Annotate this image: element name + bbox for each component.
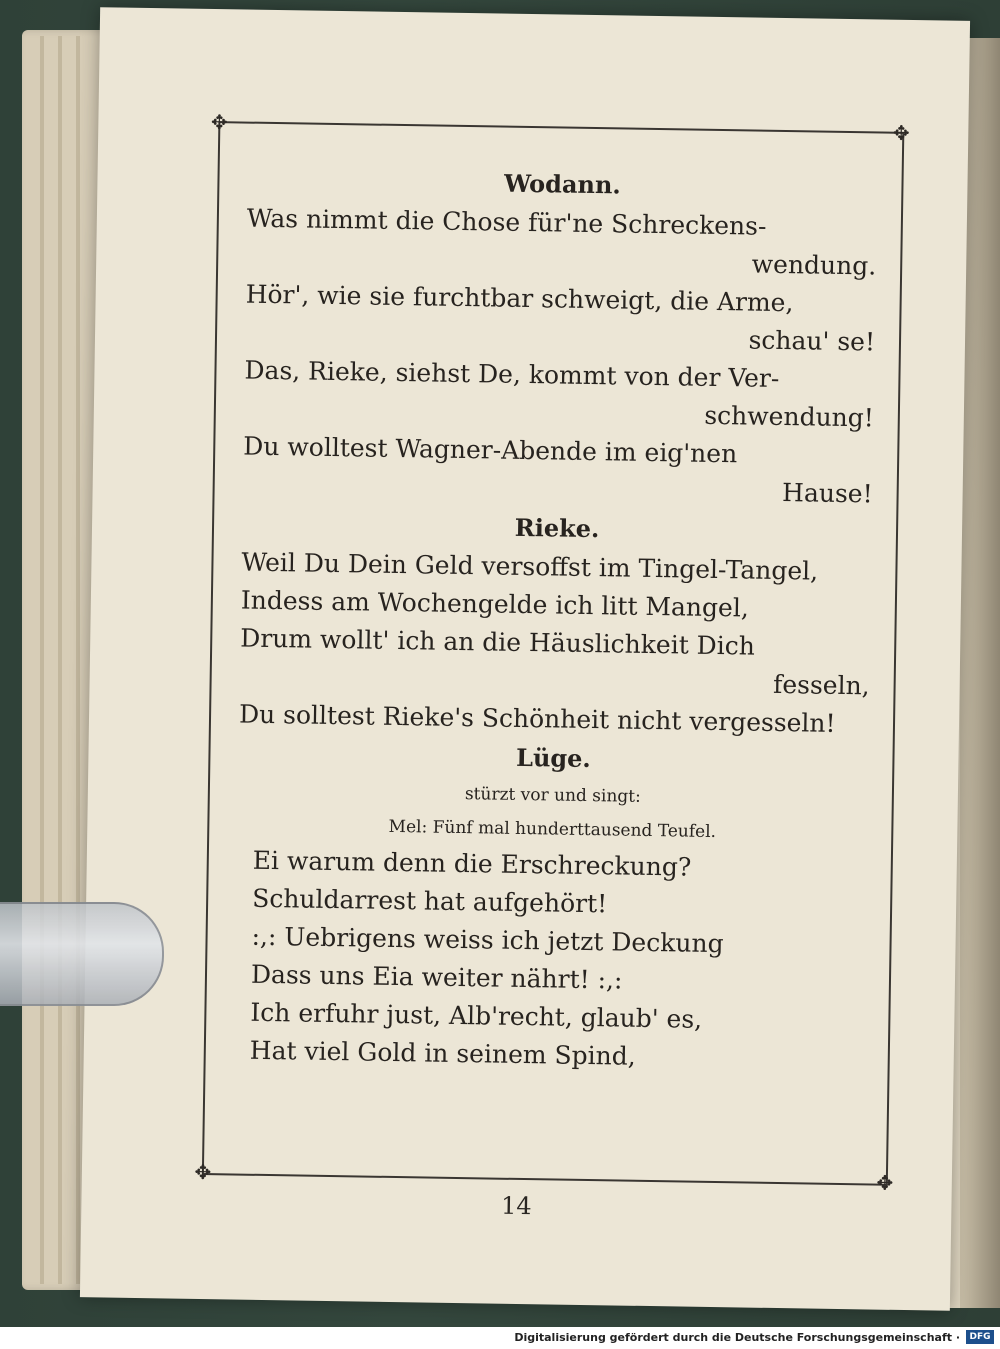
verse-line: wendung.	[751, 249, 877, 281]
verse-line: Weil Du Dein Geld versoffst im Tingel-Tangel,	[241, 547, 819, 586]
corner-ornament-icon: ✥	[194, 1159, 212, 1185]
verse-line: Dass uns Eia weiter nährt! :,:	[250, 959, 623, 995]
melody-note: Mel: Fünf mal hunderttausend Teufel.	[388, 816, 717, 843]
verse-line: Hat viel Gold in seinem Spind,	[249, 1035, 636, 1071]
verse-line: Was nimmt die Chose für'ne Schreckens-	[246, 203, 767, 241]
rieke-verse	[239, 544, 872, 744]
corner-ornament-icon: ✥	[210, 110, 228, 135]
stage-direction: stürzt vor und singt:	[464, 784, 641, 807]
verse-line: Indess am Wochengelde ich litt Mangel,	[240, 585, 750, 623]
footer-credit: Digitalisierung gefördert durch die Deutsche Forschungsgemeinschaft ·	[514, 1331, 960, 1344]
heading-rieke: Rieke.	[514, 512, 600, 544]
corner-ornament-icon: ✥	[892, 120, 910, 145]
verse-line: Drum wollt' ich an die Häuslichkeit Dich	[240, 623, 756, 661]
verse-line: Das, Rieke, siehst De, kommt von der Ver-	[244, 355, 780, 393]
verse-line: Ei warum denn die Erschreckung?	[252, 845, 692, 882]
verse-line: fesseln,	[772, 669, 870, 701]
footer-bar	[0, 1327, 1000, 1349]
verse-line: Du wolltest Wagner-Abende im eig'nen	[243, 431, 738, 469]
heading-wodann: Wodann.	[503, 168, 621, 200]
page-holder-clip	[0, 902, 164, 1006]
heading-luege: Lüge.	[515, 742, 592, 774]
page-edge-line	[40, 36, 44, 1284]
luege-verse	[234, 842, 868, 1080]
verse-line: Hause!	[781, 478, 873, 509]
page-number: 14	[500, 1191, 532, 1221]
verse-line: :,: Uebrigens weiss ich jetzt Deckung	[251, 921, 724, 959]
book-page	[80, 7, 970, 1311]
verse-line: Schuldarrest hat aufgehört!	[251, 883, 608, 919]
verse-line: Du solltest Rieke's Schönheit nicht vergesseln!	[238, 699, 836, 738]
page-text	[234, 160, 878, 1080]
verse-line: Ich erfuhr just, Alb'recht, glaub' es,	[250, 997, 703, 1034]
page-edge-line	[58, 36, 62, 1284]
dfg-logo: DFG	[966, 1330, 994, 1344]
verse-line: schwendung!	[704, 400, 875, 433]
corner-ornament-icon: ✥	[876, 1170, 894, 1195]
page-edge-line	[76, 36, 80, 1284]
verse-line: schau' se!	[748, 325, 876, 357]
wodann-verse	[242, 200, 877, 514]
verse-line: Hör', wie sie furchtbar schweigt, die Arme,	[245, 279, 794, 318]
